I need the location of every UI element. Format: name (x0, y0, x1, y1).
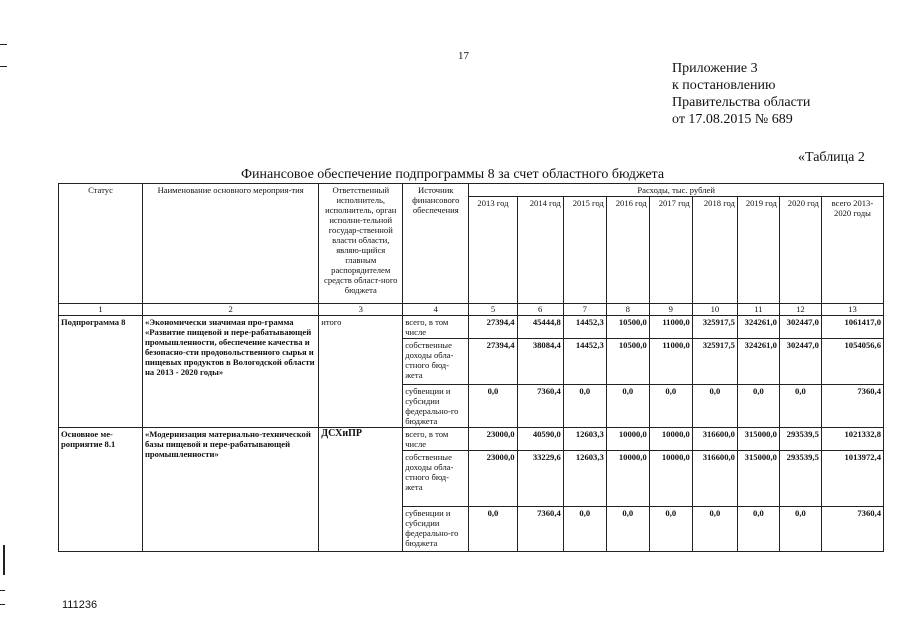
header-year: 2016 год (606, 197, 649, 304)
value-cell: 40590,0 (517, 428, 563, 451)
header-year: 2019 год (737, 197, 779, 304)
header-year: 2020 год (779, 197, 821, 304)
column-number: 13 (821, 304, 883, 316)
header-executor: Ответственный исполнитель, исполнитель, орган исполни-тельной государ-ственной власти области, являю-щийся главным распорядителем средств област-ного бюджета (319, 184, 403, 304)
value-cell: 10000,0 (649, 451, 692, 507)
margin-mark (0, 604, 5, 605)
value-cell: 0,0 (692, 385, 737, 428)
appendix-line: от 17.08.2015 № 689 (672, 112, 793, 127)
value-cell: 315000,0 (737, 451, 779, 507)
value-cell: 38084,4 (517, 339, 563, 385)
row-status: Основное ме-роприятие 8.1 (59, 428, 143, 552)
value-cell: 10000,0 (606, 451, 649, 507)
header-year: 2014 год (517, 197, 563, 304)
table-row (59, 316, 884, 339)
row-event: «Экономически значимая про-грамма «Развитие пищевой и пере-рабатывающей промышленности, обеспечение качества и безопасно-сти продовольственного сырья и пищевых продуктов в Вологодской области на 2013 - 2020 годы» (142, 316, 318, 428)
value-cell: 0,0 (779, 507, 821, 552)
margin-mark (3, 545, 5, 575)
header-source: Источник финансового обеспечения (403, 184, 469, 304)
appendix-block (672, 60, 810, 128)
value-cell: 325917,5 (692, 339, 737, 385)
column-number: 5 (469, 304, 517, 316)
value-cell: 27394,4 (469, 339, 517, 385)
value-cell: 0,0 (692, 507, 737, 552)
value-cell: 45444,8 (517, 316, 563, 339)
value-cell: 293539,5 (779, 428, 821, 451)
value-cell: 12603,3 (563, 451, 606, 507)
header-event-name: Наименование основного мероприя-тия (142, 184, 318, 304)
row-source: всего, в том числе (403, 428, 469, 451)
column-number: 10 (692, 304, 737, 316)
value-cell: 10500,0 (606, 316, 649, 339)
table-row (59, 428, 884, 451)
value-cell: 11000,0 (649, 316, 692, 339)
header-expenses: Расходы, тыс. рублей (469, 184, 884, 197)
table-label: «Таблица 2 (798, 150, 865, 165)
page-number: 17 (458, 50, 469, 62)
row-source: всего, в том числе (403, 316, 469, 339)
row-source: субвенции и субсидии федерально-го бюджета (403, 385, 469, 428)
column-number: 1 (59, 304, 143, 316)
value-cell-total: 7360,4 (821, 385, 883, 428)
column-numbers-row (59, 304, 884, 316)
value-cell: 10000,0 (606, 428, 649, 451)
row-executor: итого (319, 316, 403, 428)
value-cell-total: 1013972,4 (821, 451, 883, 507)
value-cell: 10000,0 (649, 428, 692, 451)
value-cell: 0,0 (779, 385, 821, 428)
column-number: 8 (606, 304, 649, 316)
header-year-total: всего 2013-2020 годы (821, 197, 883, 304)
value-cell: 315000,0 (737, 428, 779, 451)
row-source: собственные доходы обла-стного бюд-жета (403, 339, 469, 385)
header-year: 2018 год (692, 197, 737, 304)
margin-mark (0, 590, 5, 591)
financing-table (58, 183, 884, 552)
value-cell-total: 1021332,8 (821, 428, 883, 451)
column-number: 7 (563, 304, 606, 316)
column-number: 9 (649, 304, 692, 316)
value-cell: 0,0 (606, 385, 649, 428)
header-year: 2013 год (469, 197, 517, 304)
value-cell: 293539,5 (779, 451, 821, 507)
value-cell: 0,0 (469, 385, 517, 428)
margin-mark (0, 44, 7, 45)
value-cell: 11000,0 (649, 339, 692, 385)
header-status: Статус (59, 184, 143, 304)
value-cell: 324261,0 (737, 316, 779, 339)
column-number: 3 (319, 304, 403, 316)
row-event: «Модернизация материально-технической базы пищевой и пере-рабатывающей промышленности» (142, 428, 318, 552)
value-cell: 0,0 (649, 507, 692, 552)
value-cell: 0,0 (606, 507, 649, 552)
value-cell-total: 1054056,6 (821, 339, 883, 385)
row-source: собственные доходы обла-стного бюд-жета (403, 451, 469, 507)
value-cell: 316600,0 (692, 428, 737, 451)
value-cell: 27394,4 (469, 316, 517, 339)
value-cell: 0,0 (737, 507, 779, 552)
value-cell: 33229,6 (517, 451, 563, 507)
value-cell: 0,0 (563, 507, 606, 552)
column-number: 2 (142, 304, 318, 316)
row-executor: ДСХиПР (319, 428, 403, 552)
value-cell: 7360,4 (517, 507, 563, 552)
margin-mark (0, 66, 7, 67)
row-source: субвенции и субсидии федерально-го бюджета (403, 507, 469, 552)
value-cell: 12603,3 (563, 428, 606, 451)
value-cell: 0,0 (649, 385, 692, 428)
column-number: 6 (517, 304, 563, 316)
value-cell: 14452,3 (563, 316, 606, 339)
value-cell: 7360,4 (517, 385, 563, 428)
document-title: Финансовое обеспечение подпрограммы 8 за счет областного бюджета (240, 167, 665, 182)
column-number: 4 (403, 304, 469, 316)
row-status: Подпрограмма 8 (59, 316, 143, 428)
value-cell: 325917,5 (692, 316, 737, 339)
header-year: 2017 год (649, 197, 692, 304)
value-cell: 0,0 (469, 507, 517, 552)
value-cell: 23000,0 (469, 428, 517, 451)
header-row (59, 184, 884, 197)
column-number: 11 (737, 304, 779, 316)
value-cell: 302447,0 (779, 316, 821, 339)
value-cell: 0,0 (737, 385, 779, 428)
appendix-line: к постановлению (672, 78, 776, 93)
value-cell: 302447,0 (779, 339, 821, 385)
value-cell: 10500,0 (606, 339, 649, 385)
value-cell: 14452,3 (563, 339, 606, 385)
appendix-line: Правительства области (672, 95, 811, 110)
column-number: 12 (779, 304, 821, 316)
value-cell-total: 1061417,0 (821, 316, 883, 339)
value-cell: 0,0 (563, 385, 606, 428)
value-cell: 23000,0 (469, 451, 517, 507)
value-cell-total: 7360,4 (821, 507, 883, 552)
value-cell: 316600,0 (692, 451, 737, 507)
footer-code: 111236 (62, 599, 98, 611)
value-cell: 324261,0 (737, 339, 779, 385)
appendix-line: Приложение 3 (672, 61, 758, 76)
header-year: 2015 год (563, 197, 606, 304)
